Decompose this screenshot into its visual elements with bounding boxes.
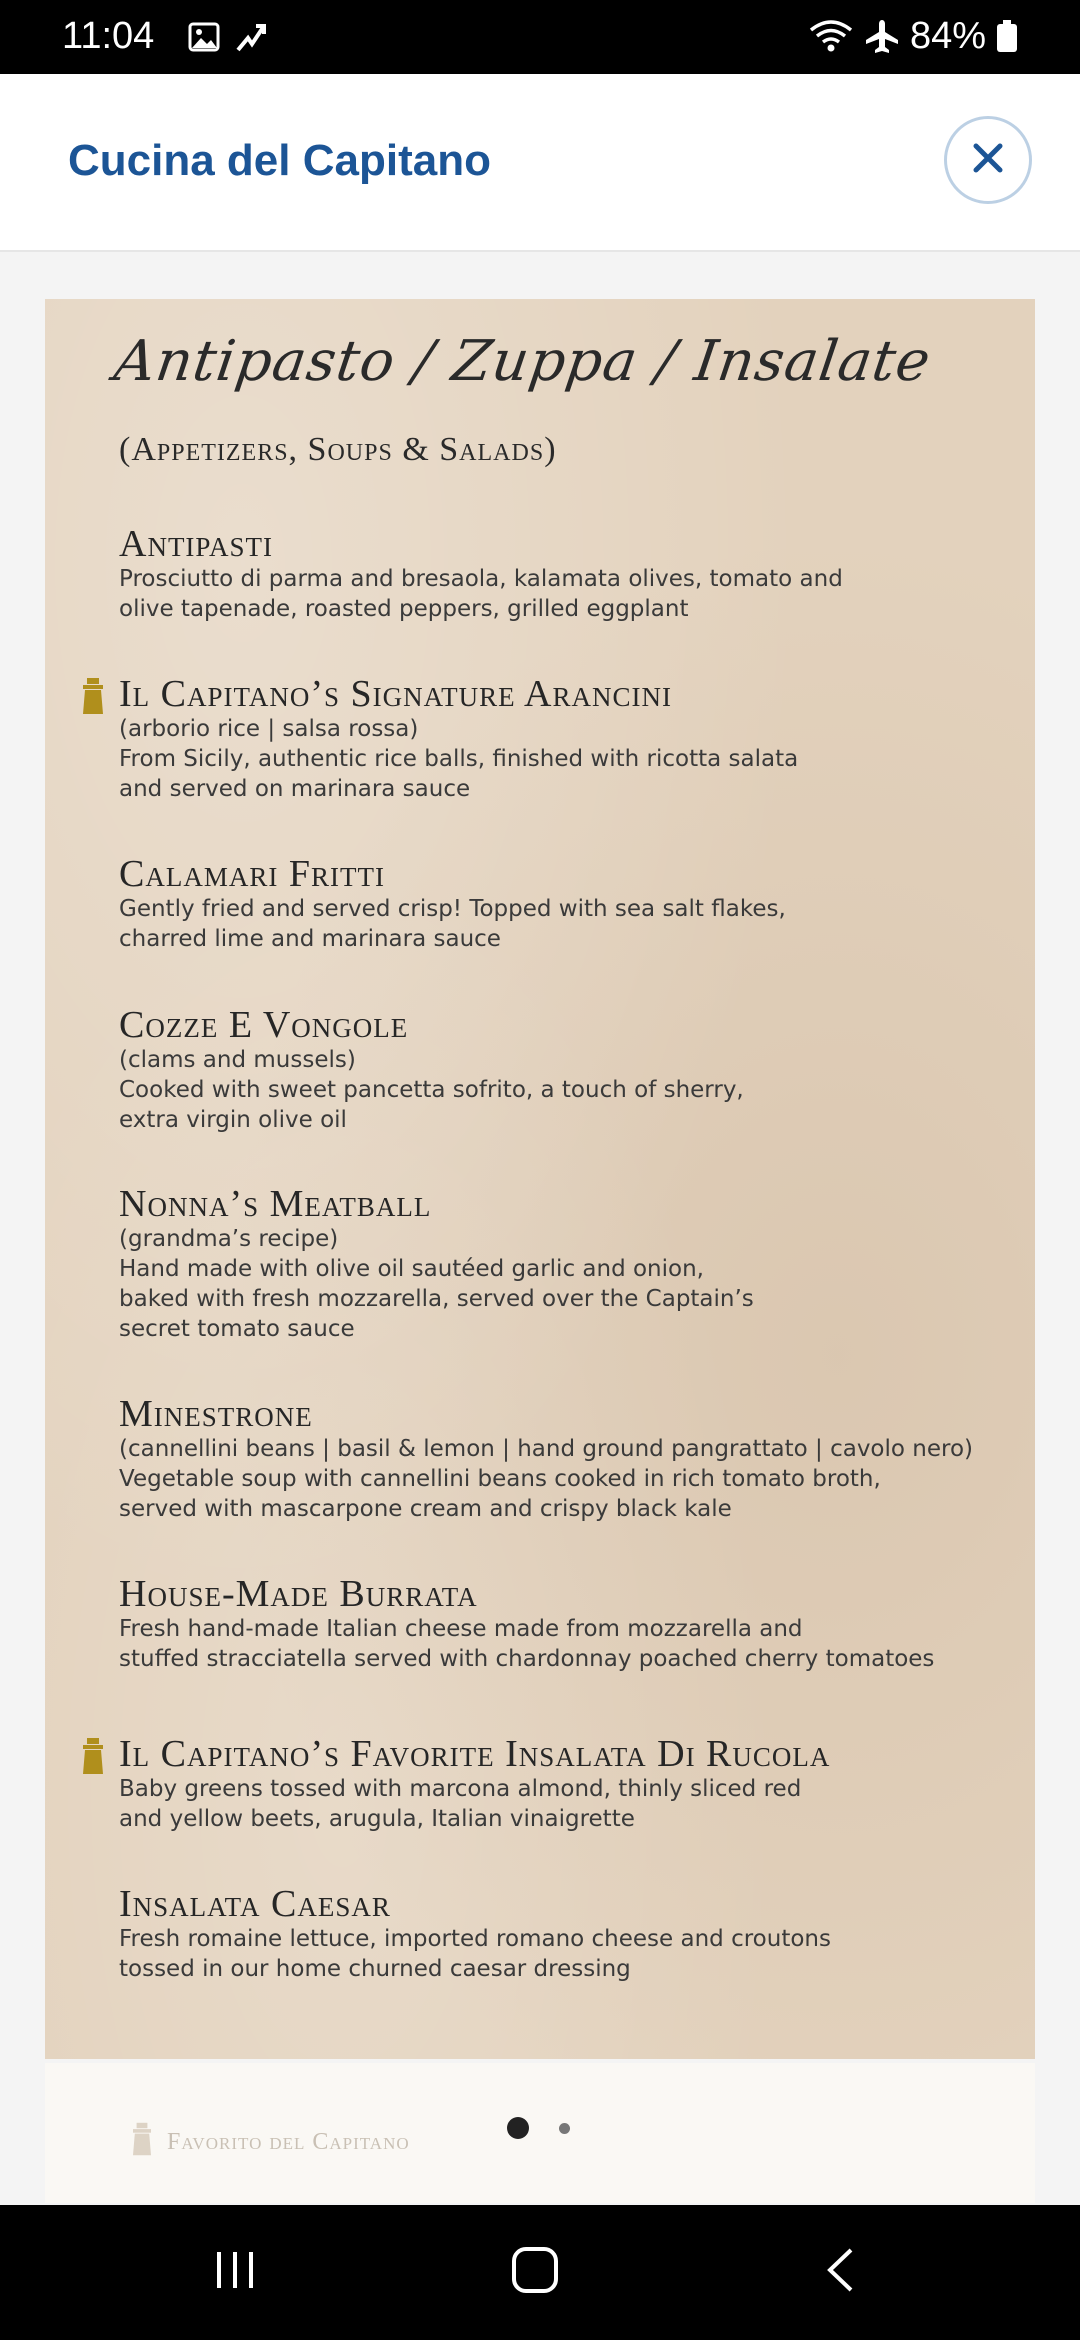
menu-item-name: Il Capitano’s Favorite Insalata Di Rucola: [119, 1733, 831, 1775]
recents-icon: [213, 2250, 257, 2295]
menu-item-note: (grandma’s recipe): [119, 1226, 339, 1252]
status-time: 11:04: [62, 15, 155, 57]
menu-item: [119, 1394, 1019, 1524]
close-button[interactable]: [944, 116, 1032, 204]
captain-favorite-icon: [129, 2121, 155, 2164]
menu-item-name: Antipasti: [119, 523, 273, 565]
gallery-icon: [188, 22, 220, 52]
cast-icon: [234, 22, 268, 52]
menu-item-description: Fresh romaine lettuce, imported romano cheese and croutons tossed in our home churned caesar dressing: [119, 1926, 831, 1982]
menu-item: [119, 1884, 1019, 1984]
captain-favorite-icon: [79, 676, 107, 721]
menu-item: [119, 674, 1019, 804]
menu-item-name: House-Made Burrata: [119, 1573, 478, 1615]
menu-item-name: Minestrone: [119, 1393, 313, 1435]
page-indicator[interactable]: [507, 2117, 570, 2139]
close-icon: [971, 141, 1005, 180]
menu-item-description: Vegetable soup with cannellini beans cooked in rich tomato broth, served with mascarpone cream and crispy black kale: [119, 1466, 881, 1522]
menu-item-name: Insalata Caesar: [119, 1883, 391, 1925]
recents-button[interactable]: [175, 2205, 295, 2340]
menu-item-note: (cannellini beans | basil & lemon | hand ground pangrattato | cavolo nero): [119, 1436, 973, 1462]
menu-item: [119, 1184, 1019, 1344]
battery-text: 84%: [909, 15, 986, 57]
menu-item-description: Prosciutto di parma and bresaola, kalamata olives, tomato and olive tapenade, roasted peppers, grilled eggplant: [119, 566, 843, 622]
page-dot-active[interactable]: [507, 2117, 529, 2139]
menu-item-description: From Sicily, authentic rice balls, finished with ricotta salata and served on marinara sauce: [119, 746, 799, 802]
airplane-icon: [864, 18, 900, 54]
back-icon: [825, 2247, 855, 2298]
menu-item-name: Il Capitano’s Signature Arancini: [119, 673, 672, 715]
menu-item: [119, 1574, 1019, 1674]
favorite-legend-label: Favorito del Capitano: [167, 2129, 410, 2155]
menu-item-description: Cooked with sweet pancetta sofrito, a touch of sherry, extra virgin olive oil: [119, 1077, 744, 1133]
home-button[interactable]: [475, 2205, 595, 2340]
captain-favorite-icon: [79, 1736, 107, 1781]
menu-item-note: (clams and mussels): [119, 1047, 356, 1073]
favorite-legend: [129, 2121, 410, 2164]
home-icon: [511, 2246, 559, 2299]
menu-item-name: Cozze E Vongole: [119, 1004, 409, 1046]
menu-item-description: Gently fried and served crisp! Topped with sea salt flakes, charred lime and marinara sauce: [119, 896, 786, 952]
page-title: Cucina del Capitano: [68, 136, 491, 185]
menu-item-name: Nonna’s Meatball: [119, 1183, 432, 1225]
menu-item: [119, 1005, 1019, 1135]
app-header: [0, 74, 1080, 252]
menu-item-description: Fresh hand-made Italian cheese made from mozzarella and stuffed stracciatella served with chardonnay poached cherry tomatoes: [119, 1616, 935, 1672]
menu-item: [119, 1734, 1019, 1834]
menu-footer: [45, 2063, 1035, 2203]
battery-icon: [996, 19, 1018, 53]
menu-item-name: Calamari Fritti: [119, 853, 385, 895]
wifi-icon: [808, 18, 854, 54]
back-button[interactable]: [780, 2205, 900, 2340]
status-bar: [0, 0, 1080, 74]
menu-item: [119, 854, 1019, 954]
menu-page-image: [45, 299, 1035, 2059]
menu-section-title: Antipasto / Zuppa / Insalate: [110, 329, 935, 394]
menu-item-description: Baby greens tossed with marcona almond, thinly sliced red and yellow beets, arugula, Italian vinaigrette: [119, 1776, 802, 1832]
menu-item: [119, 524, 1019, 624]
menu-item-note: (arborio rice | salsa rossa): [119, 716, 419, 742]
page-dot[interactable]: [559, 2123, 570, 2134]
system-nav-bar: [0, 2205, 1080, 2340]
menu-item-description: Hand made with olive oil sautéed garlic and onion, baked with fresh mozzarella, served over the Captain’s secret tomato sauce: [119, 1256, 754, 1342]
menu-section-subtitle: (Appetizers, Soups & Salads): [119, 431, 557, 468]
